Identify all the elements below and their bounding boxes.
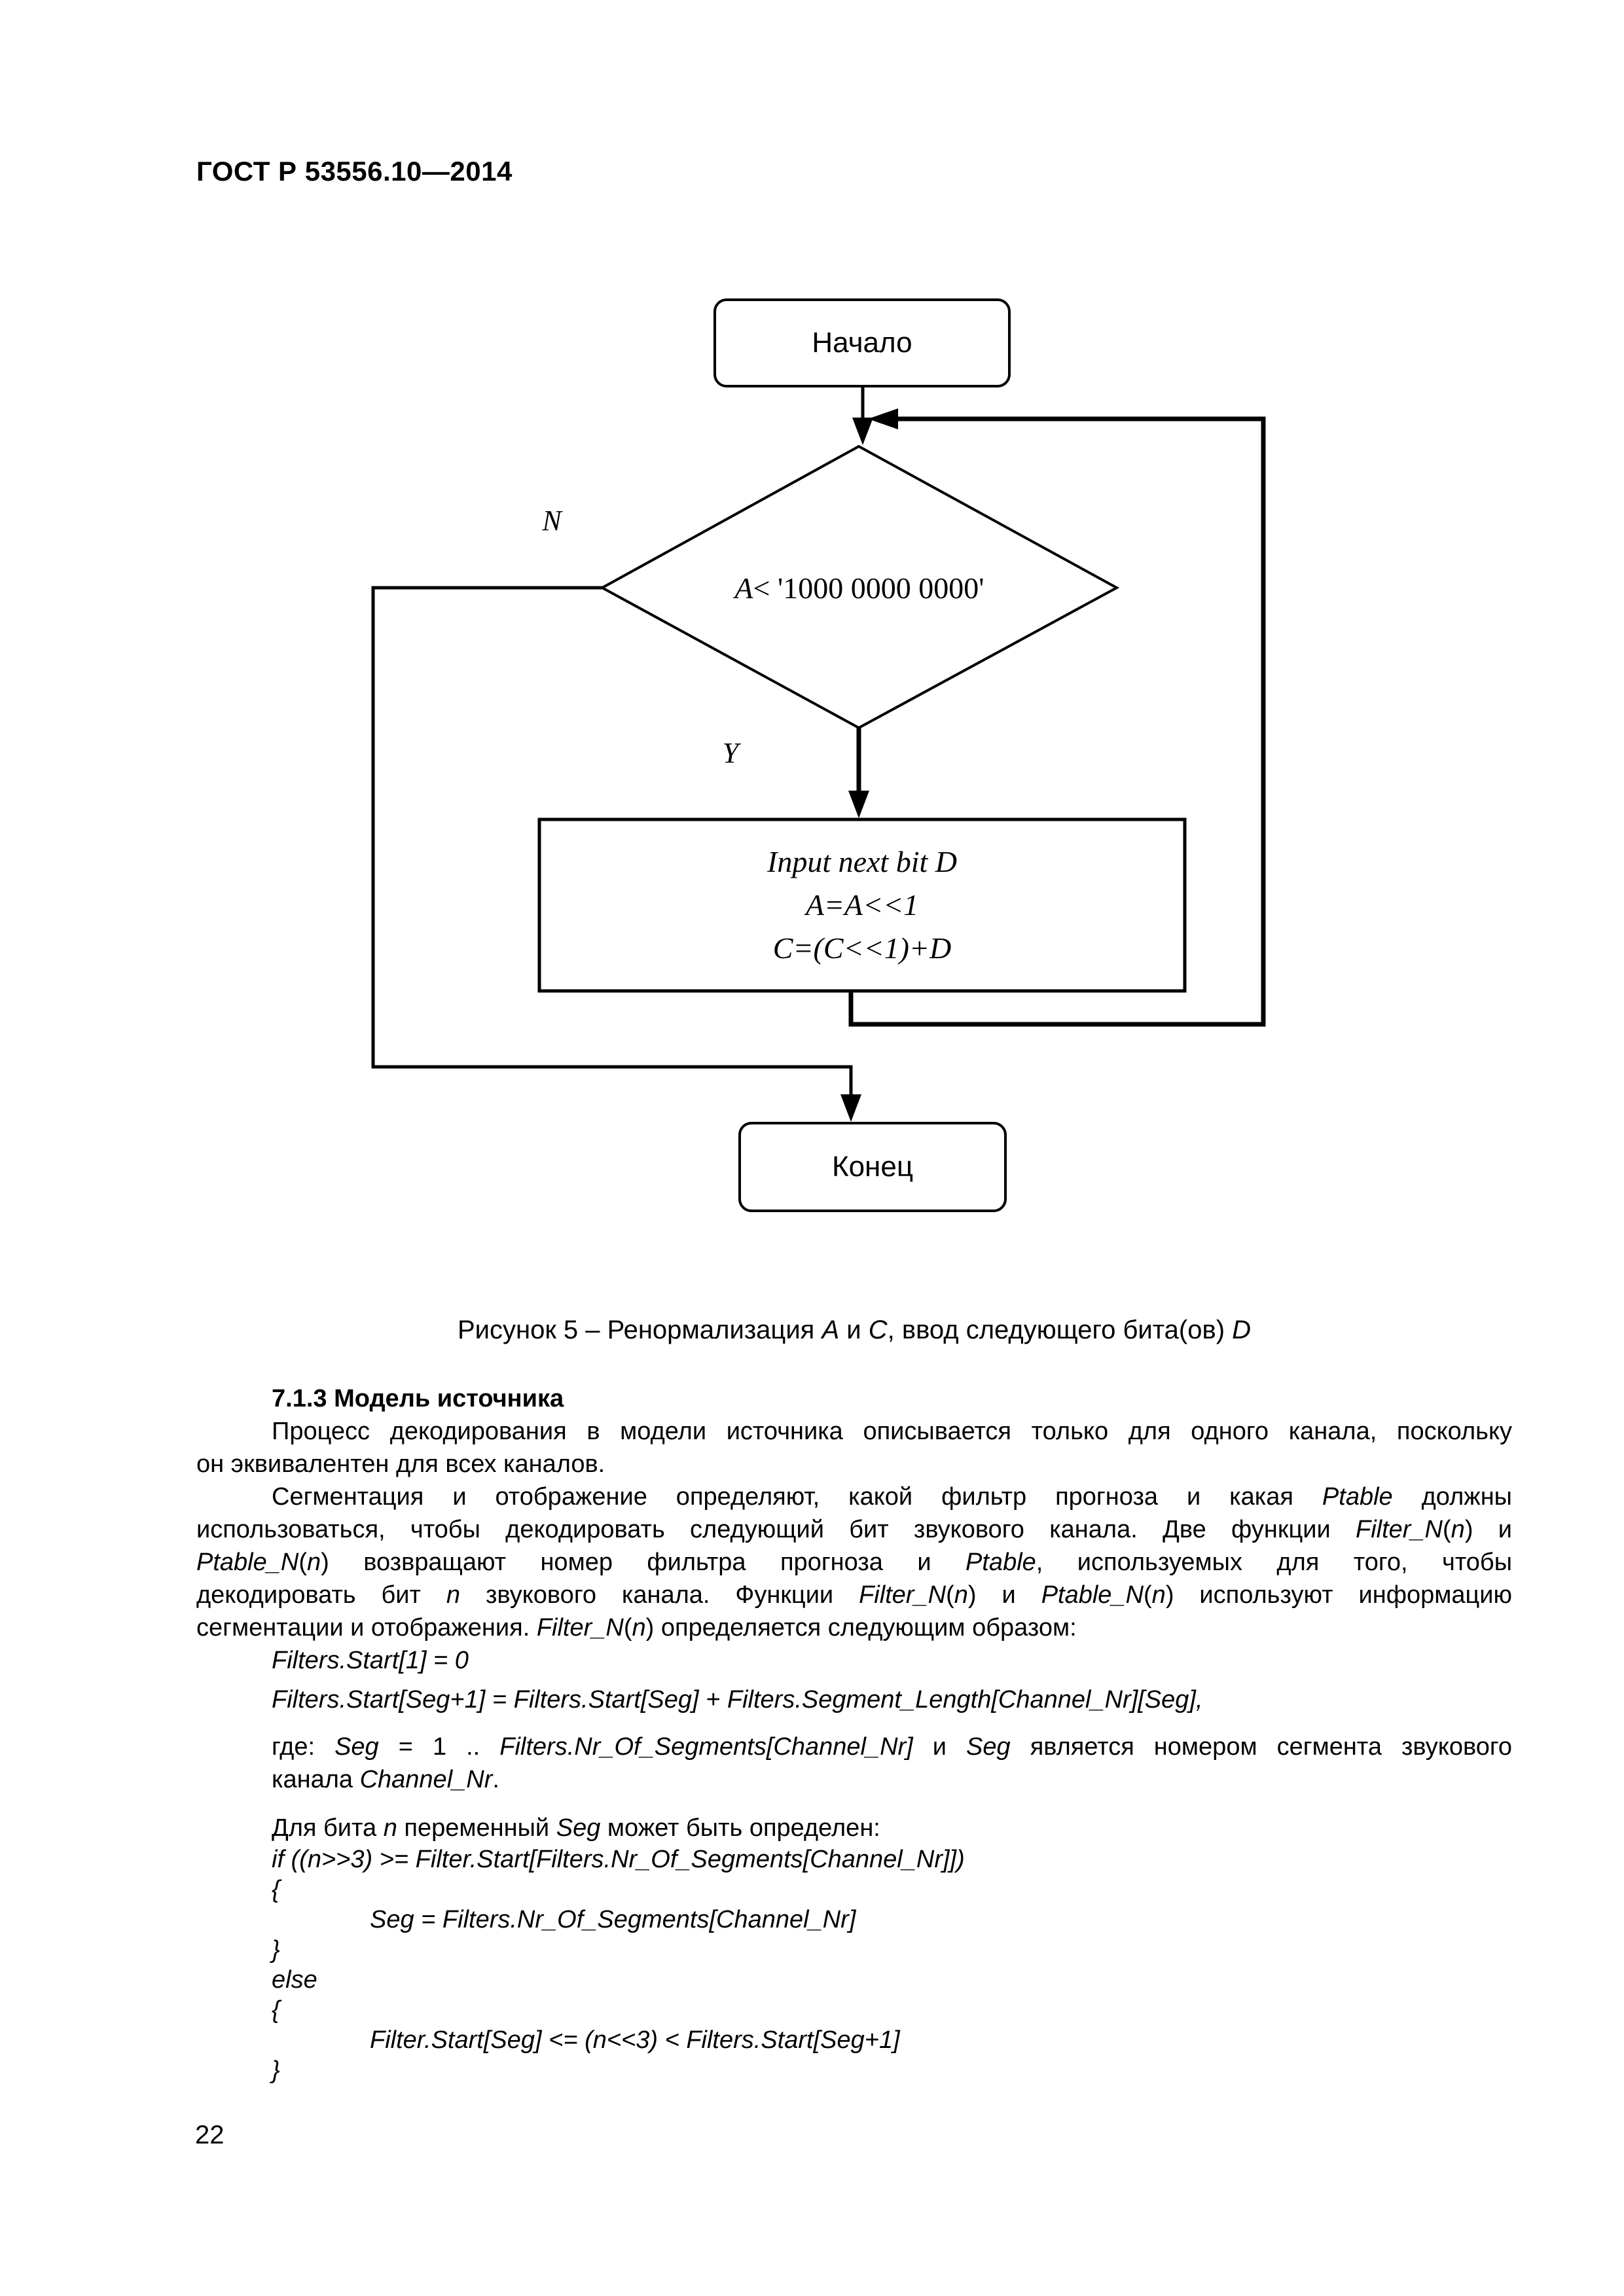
text-line xyxy=(196,1731,1512,1763)
text-segment: он эквивалентен для всех каналов. xyxy=(196,1450,605,1478)
text-segment: где: xyxy=(272,1733,335,1761)
text-segment: A=A<<1 xyxy=(805,888,919,922)
text-segment: if ((n>>3) >= Filter.Start[Filters.Nr_Of_Segments[Channel_Nr]]) xyxy=(272,1846,965,1873)
text-line xyxy=(196,1644,1512,1677)
text-segment: Filters.Start[1] = 0 xyxy=(272,1647,469,1674)
text-segment: n xyxy=(954,1581,968,1609)
text-segment: может быть определен: xyxy=(600,1814,880,1842)
text-segment: Ptable xyxy=(1322,1483,1393,1511)
text-segment: Ptable xyxy=(965,1549,1036,1576)
start-to-decision-arrowhead-icon xyxy=(852,418,873,445)
flowchart-branch-yes-label: Y xyxy=(722,736,739,769)
text-segment: . xyxy=(492,1766,499,1793)
document-code-header: ГОСТ Р 53556.10—2014 xyxy=(196,156,513,187)
text-line xyxy=(767,840,957,884)
text-segment: C xyxy=(868,1316,888,1344)
text-segment: else xyxy=(272,1966,317,1994)
text-segment: ( xyxy=(1443,1516,1451,1543)
text-segment: Ptable_N xyxy=(196,1549,299,1576)
text-segment: канала xyxy=(272,1766,360,1793)
text-segment: C=(C<<1)+D xyxy=(772,931,952,965)
text-segment: D xyxy=(1232,1316,1252,1344)
text-segment: Input next bit D xyxy=(767,845,957,878)
text-segment: Ptable_N xyxy=(1041,1581,1144,1609)
text-segment: Filter_N xyxy=(1355,1516,1443,1543)
text-line xyxy=(196,1995,1512,2025)
text-line xyxy=(196,1812,1512,1844)
text-segment: звукового канала. Функции xyxy=(460,1581,859,1609)
text-line xyxy=(196,1579,1512,1611)
text-line xyxy=(196,2055,1512,2085)
text-segment: Filters.Start[Seg+1] = Filters.Start[Seg] + Filters.Segment_Length[Channel_Nr][Seg], xyxy=(272,1686,1203,1713)
text-segment: Сегментация и отображение определяют, какой фильтр прогноза и какая xyxy=(272,1483,1322,1511)
text-line xyxy=(196,1546,1512,1579)
text-line xyxy=(196,1513,1512,1546)
flowchart-branch-no-label: N xyxy=(542,504,562,537)
text-segment: ( xyxy=(1144,1581,1152,1609)
text-segment: использоваться, чтобы декодировать следующий бит звукового канала. Две функции xyxy=(196,1516,1356,1543)
text-segment: , используемых для того, чтобы xyxy=(1036,1549,1513,1576)
text-line xyxy=(196,1448,1512,1480)
text-segment: ( xyxy=(298,1549,307,1576)
flowchart-end-label: Конец xyxy=(831,1151,914,1183)
decision-to-process-arrowhead-icon xyxy=(848,791,869,818)
text-line xyxy=(196,1965,1512,1995)
text-line xyxy=(196,1382,1512,1415)
text-line xyxy=(773,927,951,970)
text-segment: 7.1.3 Модель источника xyxy=(272,1385,564,1412)
text-segment: ( xyxy=(623,1614,632,1641)
text-segment: n xyxy=(446,1581,461,1609)
text-line xyxy=(196,1874,1512,1905)
text-line xyxy=(196,1844,1512,1874)
flowchart-start-label: Начало xyxy=(812,327,912,359)
text-segment: ) и xyxy=(1464,1516,1512,1543)
text-segment: должны xyxy=(1392,1483,1512,1511)
text-segment: ) используют информацию xyxy=(1165,1581,1512,1609)
text-segment: Seg xyxy=(966,1733,1011,1761)
text-segment: является номером сегмента звукового xyxy=(1010,1733,1513,1761)
text-segment: Seg xyxy=(334,1733,379,1761)
text-segment: Для бита xyxy=(272,1814,384,1842)
text-line xyxy=(196,1763,1512,1796)
text-segment: ( xyxy=(946,1581,954,1609)
text-segment: переменный xyxy=(397,1814,556,1842)
text-line xyxy=(196,1683,1512,1716)
figure-caption xyxy=(196,1314,1512,1346)
text-line xyxy=(196,1611,1512,1644)
page-number: 22 xyxy=(195,2121,225,2149)
text-segment: n xyxy=(306,1549,321,1576)
text-segment: Filter.Start[Seg] <= (n<<3) < Filters.Start[Seg+1] xyxy=(370,2026,900,2054)
text-segment: Seg = Filters.Nr_Of_Segments[Channel_Nr] xyxy=(370,1906,856,1933)
flowchart-process-label xyxy=(539,819,1185,991)
text-segment: n xyxy=(632,1614,646,1641)
text-segment: ) и xyxy=(967,1581,1041,1609)
text-segment: , ввод следующего бита(ов) xyxy=(887,1316,1233,1344)
text-segment: Filter_N xyxy=(859,1581,947,1609)
text-segment: сегментации и отображения. xyxy=(196,1614,537,1641)
text-segment: } xyxy=(272,2056,280,2084)
text-segment: и xyxy=(839,1316,869,1344)
text-segment: A xyxy=(734,571,753,605)
text-segment: { xyxy=(272,1876,280,1903)
text-segment: < '1000 0000 0000' xyxy=(753,571,984,605)
text-segment: A xyxy=(821,1316,840,1344)
text-segment: n xyxy=(1451,1516,1465,1543)
text-segment: n xyxy=(1151,1581,1166,1609)
text-line xyxy=(196,1935,1512,1965)
section-body xyxy=(196,1382,1512,2085)
text-segment: = 1 .. xyxy=(378,1733,500,1761)
text-segment: Filter_N xyxy=(536,1614,624,1641)
text-segment: { xyxy=(272,1996,280,2024)
text-segment: Рисунок 5 – Ренормализация xyxy=(457,1316,822,1344)
text-line xyxy=(196,1480,1512,1513)
end-arrowhead-icon xyxy=(840,1094,861,1122)
text-segment: Channel_Nr xyxy=(359,1766,493,1793)
text-line xyxy=(806,884,918,927)
text-segment: ) определяется следующим образом: xyxy=(645,1614,1077,1641)
text-segment: ) возвращают номер фильтра прогноза и xyxy=(321,1549,966,1576)
text-segment: } xyxy=(272,1936,280,1964)
text-segment: Seg xyxy=(556,1814,601,1842)
flowchart-decision-label xyxy=(602,555,1117,620)
text-line xyxy=(196,1415,1512,1448)
text-segment: и xyxy=(912,1733,967,1761)
text-segment: n xyxy=(383,1814,397,1842)
text-segment: Процесс декодирования в модели источника описывается только для одного канала, поскольку xyxy=(272,1418,1512,1445)
text-line xyxy=(196,1905,1512,1935)
text-line xyxy=(196,2025,1512,2055)
text-segment: декодировать бит xyxy=(196,1581,446,1609)
text-segment: Filters.Nr_Of_Segments[Channel_Nr] xyxy=(499,1733,913,1761)
